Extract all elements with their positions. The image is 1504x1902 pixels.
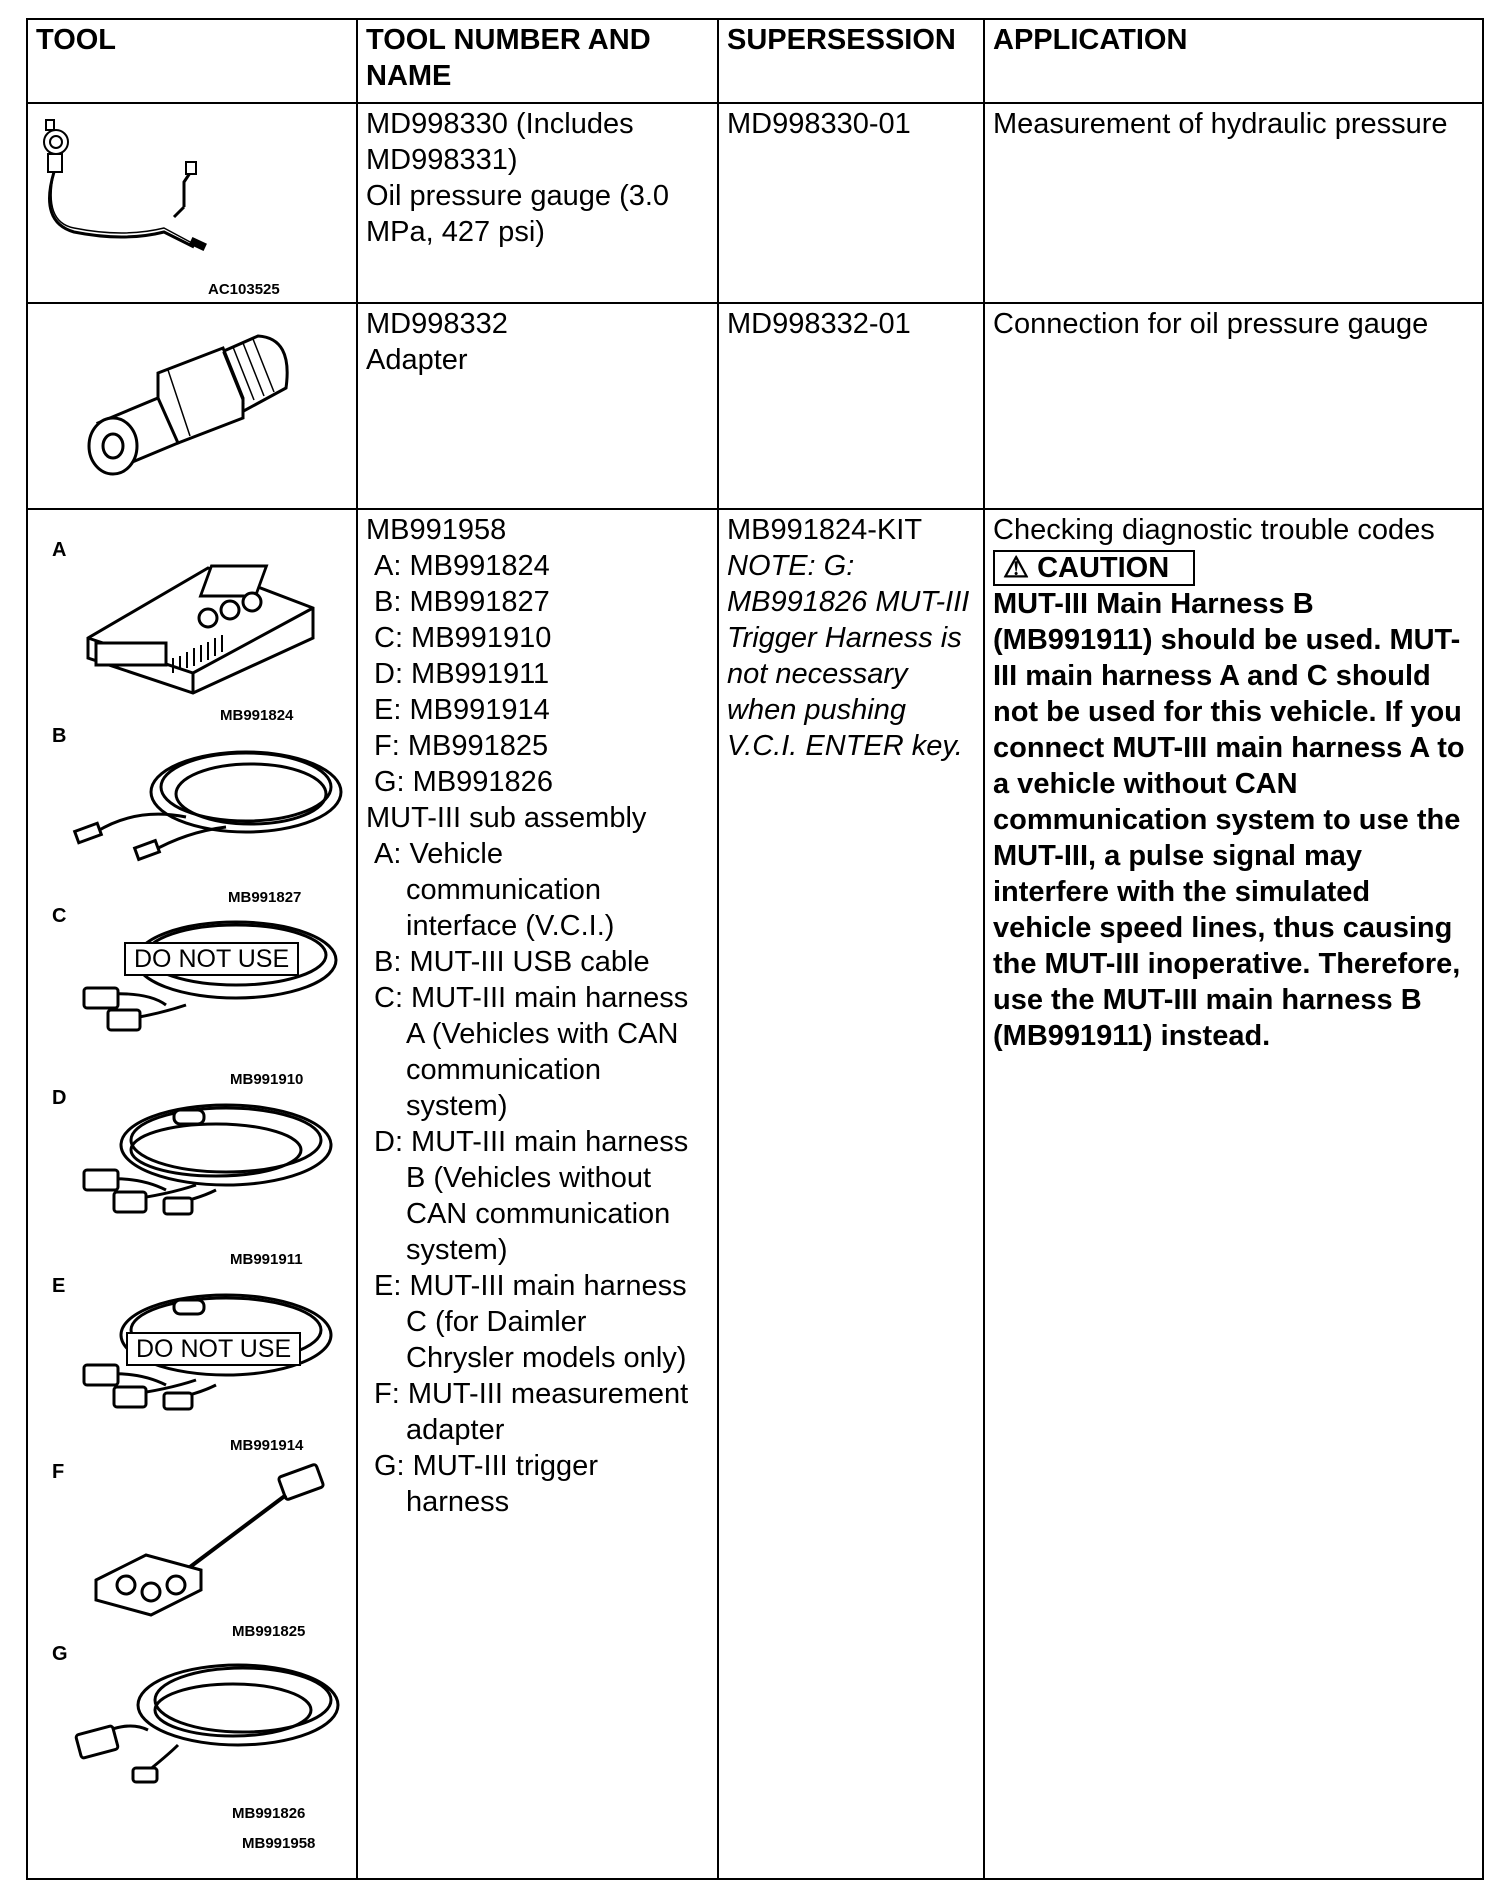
- application-cell: Measurement of hydraulic pressure: [984, 103, 1483, 303]
- sub-item: A: Vehicle: [374, 838, 503, 870]
- caution-label: CAUTION: [1037, 552, 1170, 584]
- table-row: [27, 509, 1483, 1879]
- part-item: A: MB991824: [374, 550, 550, 582]
- do-not-use-badge: DO NOT USE: [126, 1332, 301, 1366]
- tool-number: MD998330 (Includes MD998331): [366, 108, 634, 176]
- adapter-illustration: [58, 318, 298, 498]
- part-item: E: MB991914: [374, 694, 550, 726]
- sub-item-cont: harness: [406, 1486, 510, 1518]
- header-row: [27, 19, 1483, 103]
- sub-item: C: MUT-III main harness: [374, 982, 689, 1014]
- sub-item-cont: B (Vehicles without: [406, 1162, 652, 1194]
- image-code: MB991826: [232, 1805, 306, 1822]
- supersession-cell: MD998332-01: [718, 303, 984, 509]
- tool-letter: G: [52, 1643, 68, 1665]
- tool-letter: B: [52, 725, 67, 747]
- sub-item-cont: system): [406, 1234, 508, 1266]
- tool-letter: C: [52, 905, 67, 927]
- tool-number: MB991958: [366, 514, 507, 546]
- tool-image-cell: [27, 103, 357, 303]
- tool-image-cell: [27, 303, 357, 509]
- tool-letter: D: [52, 1087, 67, 1109]
- sub-item-cont: interface (V.C.I.): [406, 910, 615, 942]
- tool-image-cell: [27, 509, 357, 1879]
- image-code: MB991827: [228, 889, 302, 906]
- table-row: [27, 303, 1483, 509]
- tool-number-name-cell: [357, 303, 718, 509]
- do-not-use-badge: DO NOT USE: [124, 942, 299, 976]
- header-application: APPLICATION: [984, 19, 1483, 103]
- application-cell: [984, 509, 1483, 1879]
- sub-item: B: MUT-III USB cable: [374, 946, 650, 978]
- supersession-cell: MD998330-01: [718, 103, 984, 303]
- sub-item: D: MUT-III main harness: [374, 1126, 689, 1158]
- tool-name: Adapter: [366, 344, 468, 376]
- part-item: C: MB991910: [374, 622, 552, 654]
- sub-item-cont: communication: [406, 874, 602, 906]
- tool-name: Oil pressure gauge (3.0 MPa, 427 psi): [366, 180, 670, 248]
- sub-assembly-title: MUT-III sub assembly: [366, 802, 647, 834]
- part-item: D: MB991911: [374, 658, 550, 690]
- sub-item-cont: Chrysler models only): [406, 1342, 687, 1374]
- tool-letter: A: [52, 539, 67, 561]
- header-tool-number-name: TOOL NUMBER AND NAME: [357, 19, 718, 103]
- sub-item: F: MUT-III measurement: [374, 1378, 689, 1410]
- sub-item-cont: adapter: [406, 1414, 505, 1446]
- set-code: MB991958: [242, 1835, 316, 1852]
- image-code: AC103525: [208, 281, 280, 298]
- tool-letter: E: [52, 1275, 66, 1297]
- header-tool: TOOL: [27, 19, 357, 103]
- sub-item-cont: C (for Daimler: [406, 1306, 587, 1338]
- sub-item-cont: CAN communication: [406, 1198, 671, 1230]
- image-code: MB991824: [220, 707, 294, 724]
- image-code: MB991914: [230, 1437, 304, 1454]
- supersession-note: NOTE: G: MB991826 MUT-III Trigger Harness is not necessary when pushing V.C.I. ENTER key.: [727, 550, 970, 762]
- image-code: MB991911: [230, 1251, 303, 1268]
- tool-number: MD998332: [366, 308, 508, 340]
- warning-icon: ⚠: [1003, 552, 1029, 584]
- usb-cable-illustration: [56, 732, 356, 862]
- supersession-cell: [718, 509, 984, 1879]
- trigger-harness-illustration: [68, 1650, 358, 1790]
- part-item: B: MB991827: [374, 586, 550, 618]
- tool-letter: F: [52, 1461, 65, 1483]
- measurement-adapter-illustration: [76, 1460, 356, 1620]
- application-text: Checking diagnostic trouble codes: [993, 514, 1435, 546]
- vci-illustration: [78, 548, 318, 698]
- supersession-number: MB991824-KIT: [727, 514, 923, 546]
- header-supersession: SUPERSESSION: [718, 19, 984, 103]
- tool-number-name-cell: [357, 509, 718, 1879]
- part-item: G: MB991826: [374, 766, 553, 798]
- sub-item: E: MUT-III main harness: [374, 1270, 687, 1302]
- sub-item-cont: communication: [406, 1054, 602, 1086]
- tool-number-name-cell: [357, 103, 718, 303]
- sub-item-cont: system): [406, 1090, 508, 1122]
- caution-box: [993, 550, 1195, 586]
- image-code: MB991910: [230, 1071, 304, 1088]
- part-item: F: MB991825: [374, 730, 549, 762]
- application-cell: Connection for oil pressure gauge: [984, 303, 1483, 509]
- image-code: MB991825: [232, 1623, 306, 1640]
- table-row: [27, 103, 1483, 303]
- special-tools-table: [26, 18, 1484, 1880]
- caution-text: MUT-III Main Harness B (MB991911) should be used. MUT-III main harness A and C should not be used for this vehicle. If you connect MUT-III main harness A to a vehicle without CAN communication system to use the MUT-III, a pulse signal may interfere with the simulated vehicle speed lines, thus causing the MUT-III inoperative. Therefore, use the MUT-III main harness B (MB991911) instead.: [993, 588, 1465, 1052]
- sub-item-cont: A (Vehicles with CAN: [406, 1018, 679, 1050]
- oil-pressure-gauge-illustration: [34, 112, 254, 262]
- main-harness-b-illustration: [46, 1090, 356, 1225]
- sub-item: G: MUT-III trigger: [374, 1450, 598, 1482]
